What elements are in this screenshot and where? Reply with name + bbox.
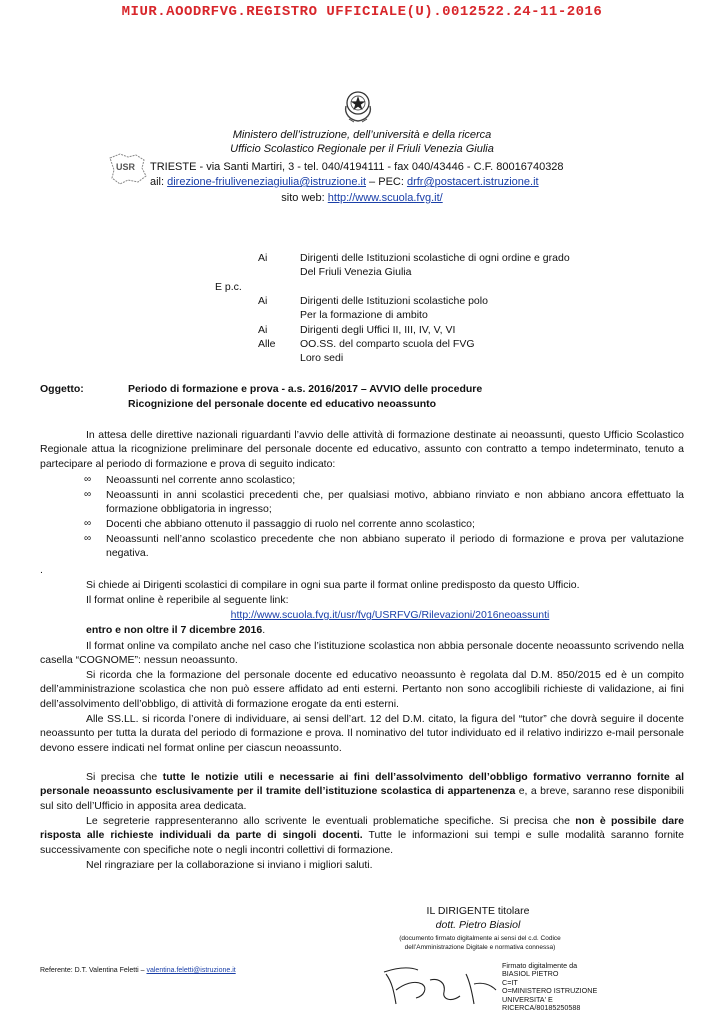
address: TRIESTE - via Santi Martiri, 3 - tel. 040/4194111 - fax 040/43446 - C.F. 80016740328 xyxy=(150,161,564,173)
p6-bold: tutte le notizie utili e necessarie ai fini dell’assolvimento dell’obbligo formativo verranno fornite al personale neoassunto esclusivamente per il tramite dell’istituzione scolastica di appartenenza xyxy=(40,771,684,798)
digital-signature-line: RICERCA/80185250588 xyxy=(502,1003,581,1013)
p7-bold: non è possibile dare risposta alle richieste individuali da parte di singoli docenti. xyxy=(40,815,684,842)
paragraph-link-intro: Il format online è reperibile al seguente link: xyxy=(86,594,289,606)
handwritten-signature-icon xyxy=(378,960,502,1010)
bullet-text: Neoassunti nell’anno scolastico precedente che non abbiano superato il periodo di formazione e prova per valutazione negativa. xyxy=(106,533,684,560)
list-item xyxy=(84,532,684,561)
recipient-prep-1: Ai xyxy=(258,252,268,264)
email-prefix: ail: xyxy=(150,176,168,188)
email-link[interactable]: direzione-friuliveneziagiulia@istruzione.it xyxy=(167,176,366,188)
pec-link[interactable]: drfr@postacert.istruzione.it xyxy=(406,176,539,188)
p7-start: Le segreterie rappresenteranno allo scrivente le eventuali problematiche specifiche. Si precisa che xyxy=(86,815,576,827)
recipient-prep-5: Ai xyxy=(258,324,268,336)
usr-logo-text: USR xyxy=(116,162,136,172)
list-item xyxy=(84,488,684,517)
digital-signature-box xyxy=(502,962,597,1012)
deadline: entro e non oltre il 7 dicembre 2016 xyxy=(86,624,263,636)
office-name: Ufficio Scolastico Regionale per il Friuli Venezia Giulia xyxy=(230,143,494,155)
deadline-line xyxy=(40,623,684,637)
digital-signature-line: O=MINISTERO ISTRUZIONE xyxy=(502,986,598,996)
p7-end: Tutte le informazioni sui tempi e sulle modalità saranno fornite successivamente con specifiche note o negli incontri collettivi di formazione. xyxy=(40,829,684,856)
ministry-name: Ministero dell’istruzione, dell’università e della ricerca xyxy=(232,129,492,141)
subject-line-1: Periodo di formazione e prova - a.s. 2016/2017 – AVVIO delle procedure xyxy=(128,383,483,395)
recipient-line-7: Loro sedi xyxy=(300,352,344,364)
contact-block xyxy=(150,160,564,190)
bullet-icon: ∞ xyxy=(84,533,92,544)
recipient-line-3: Dirigenti delle Istituzioni scolastiche polo xyxy=(300,295,488,307)
recipient-line-2: Del Friuli Venezia Giulia xyxy=(300,266,412,278)
bullet-text: Neoassunti in anni scolastici precedenti che, per qualsiasi motivo, abbiano rinviato e non abbiano ancora effettuato la formazione obbligatoria in ingresso; xyxy=(106,489,684,516)
paragraph-request: Si chiede ai Dirigenti scolastici di compilare in ogni sua parte il format online predisposto da questo Ufficio. xyxy=(86,579,580,591)
subject-label: Oggetto: xyxy=(40,383,84,395)
format-link-line xyxy=(40,608,684,622)
deadline-end: . xyxy=(262,624,266,636)
digital-signature-line: BIASIOL PIETRO xyxy=(502,969,559,979)
digital-signature-line: C=IT xyxy=(502,977,518,987)
format-link[interactable]: http://www.scuola.fvg.it/usr/fvg/USRFVG/Rilevazioni/2016neoassunti xyxy=(230,609,550,621)
web-prefix: sito web: xyxy=(281,192,328,204)
bullet-icon: ∞ xyxy=(84,474,92,485)
signature-note xyxy=(386,934,574,952)
p6-start: Si precisa che xyxy=(86,771,163,783)
bullet-text: Docenti che abbiano ottenuto il passaggio di ruolo nel corrente anno scolastico; xyxy=(106,518,475,530)
signer-title: IL DIRIGENTE titolare xyxy=(426,905,530,917)
paragraph-information xyxy=(40,770,684,813)
subject-line-2: Ricognizione del personale docente ed educativo neoassunto xyxy=(128,398,437,410)
website-link[interactable]: http://www.scuola.fvg.it/ xyxy=(327,192,443,204)
intro-paragraph: In attesa delle direttive nazionali riguardanti l’avvio delle attività di formazione destinate ai neoassunti, questo Ufficio Scolastico Regionale attua la ricognizione preliminare del personale docente ed educativo, assunto con contratto a tempo indeterminato, tenuto a partecipare al periodo di formazione e prova di seguito indicato: xyxy=(40,429,684,470)
paragraph-empty-case: Il format online va compilato anche nel caso che l’istituzione scolastica non abbia personale docente neoassunto scrivendo nella casella “COGNOME”: nessun neoassunto. xyxy=(40,640,684,667)
stray-dot: . xyxy=(40,564,43,576)
referent-line xyxy=(40,967,236,974)
list-item xyxy=(84,473,684,487)
recipient-prep-3: Ai xyxy=(258,295,268,307)
recipient-line-6: OO.SS. del comparto scuola del FVG xyxy=(300,338,475,350)
list-item xyxy=(84,517,684,531)
digital-signature-line: UNIVERSITA' E xyxy=(502,994,553,1004)
recipient-line-1: Dirigenti delle Istituzioni scolastiche di ogni ordine e grado xyxy=(300,252,570,264)
referent-email-link[interactable]: valentina.feletti@istruzione.it xyxy=(146,967,236,974)
email-line xyxy=(150,175,564,190)
recipient-line-4: Per la formazione di ambito xyxy=(300,309,428,321)
signature-note-line-2: dell’Amministrazione Digitale e normativa connessa) xyxy=(404,944,556,951)
paragraph-closing: Nel ringraziare per la collaborazione si inviano i migliori saluti. xyxy=(86,859,373,871)
registry-stamp: MIUR.AOODRFVG.REGISTRO UFFICIALE(U).0012522.24-11-2016 xyxy=(121,4,603,20)
signer-name: dott. Pietro Biasiol xyxy=(435,919,521,931)
digital-signature-line: Firmato digitalmente da xyxy=(502,961,578,970)
paragraph-tutor: Alle SS.LL. si ricorda l’onere di individuare, ai sensi dell’art. 12 del D.M. citato, la figura del “tutor” che dovrà seguire il docente neoassunto per tutta la durata del periodo di formazione e prova. Il nominativo del tutor individuato ed il relativo indirizzo e-mail personale devono essere indicati nel format online per ciascun neoassunto. xyxy=(40,713,684,754)
referent-prefix: Referente: D.T. Valentina Feletti – xyxy=(40,967,147,974)
bullet-text: Neoassunti nel corrente anno scolastico; xyxy=(106,474,296,486)
bullet-icon: ∞ xyxy=(84,489,92,500)
pec-prefix: – PEC: xyxy=(366,176,407,188)
epc-label: E p.c. xyxy=(215,281,242,293)
recipient-line-5: Dirigenti degli Uffici II, III, IV, V, VI xyxy=(300,324,456,336)
signature-note-line-1: (documento firmato digitalmente ai sensi del c.d. Codice xyxy=(399,935,561,942)
p6-end: e, a breve, saranno rese disponibili sul sito dell’Ufficio in apposita area dedicata. xyxy=(40,785,685,812)
republic-emblem-icon xyxy=(341,86,375,124)
recipient-prep-6: Alle xyxy=(258,338,276,350)
bullet-icon: ∞ xyxy=(84,518,92,529)
website-line xyxy=(0,192,724,204)
signature-block xyxy=(390,904,566,932)
paragraph-secretaries xyxy=(40,814,684,857)
paragraph-regulation: Si ricorda che la formazione del personale docente ed educativo neoassunto è regolata dal D.M. 850/2015 ed è un compito dell’amministrazione scolastica che non può essere affidato ad enti esterni. Pertanto non sono accoglibili richieste di validazione, ai fini dell’assolvimento dell’obbligo, di attività di formazione erogate da enti esterni. xyxy=(40,669,684,710)
usr-logo xyxy=(106,152,150,186)
